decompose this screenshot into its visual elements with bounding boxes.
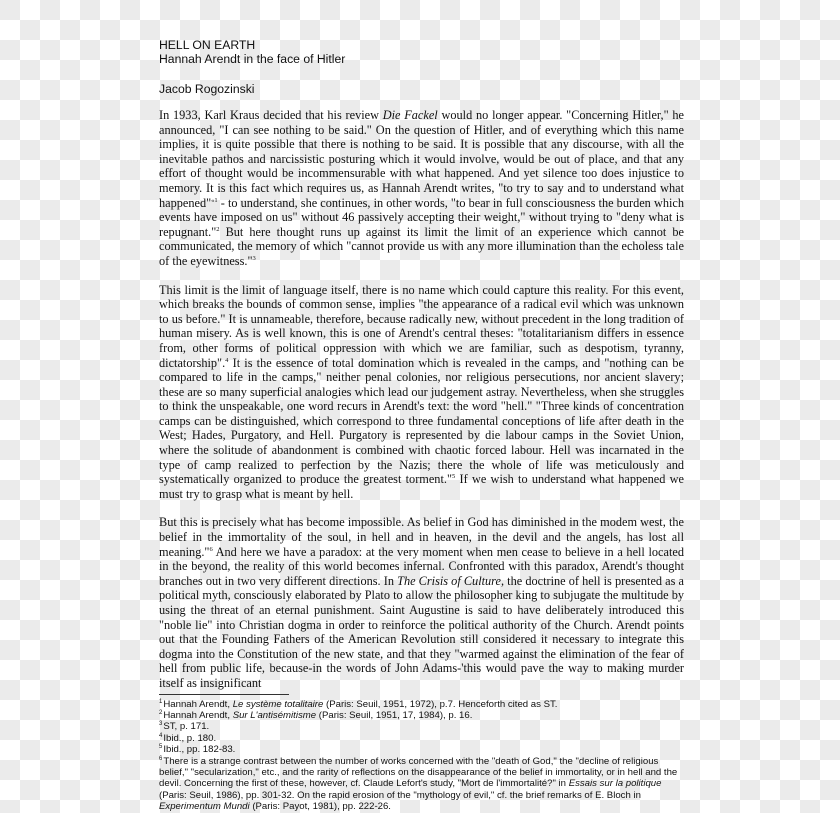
text-run: But here thought runs up against its limit the limit of an experience which cannot be communicated, the memory of which "cannot provide us with any more illumination than the echoless tale of the eyewitness." bbox=[159, 224, 684, 268]
text-run: Hannah Arendt, bbox=[163, 698, 233, 710]
italic-title: The Crisis of Culture, bbox=[397, 573, 505, 588]
document-title: HELL ON EARTH bbox=[159, 38, 256, 52]
footnote-reference: 2 bbox=[216, 225, 220, 233]
footnotes-list bbox=[159, 699, 684, 813]
italic-title: Sur L'antisémitisme bbox=[232, 709, 317, 721]
footnote-text bbox=[163, 733, 216, 744]
footnote-number: 3 bbox=[159, 721, 163, 728]
document-subtitle: Hannah Arendt in the face of Hitler bbox=[159, 52, 346, 66]
footnote-reference: «1 bbox=[211, 196, 218, 204]
footnote-number: 1 bbox=[159, 698, 163, 705]
text-run: Hannah Arendt, bbox=[163, 709, 233, 721]
paragraph bbox=[159, 283, 684, 502]
text-run: - to understand, she continues, in other words, "to bear in full consciousness the burden which events have imposed on us" without 46 passively accepting their weight," without trying to "deny what is repugnant." bbox=[159, 195, 684, 239]
footnote-reference: 3 bbox=[252, 254, 256, 262]
footnote-reference: 6 bbox=[209, 545, 213, 553]
footnote-reference: 4 bbox=[225, 356, 229, 364]
footnote bbox=[159, 733, 684, 744]
footnote-reference: 5 bbox=[451, 473, 456, 481]
paragraph bbox=[159, 515, 684, 690]
footnote-text bbox=[159, 756, 677, 813]
italic-title: Experimentum Mundi bbox=[159, 801, 250, 813]
footnote bbox=[159, 744, 684, 755]
footnote-text bbox=[163, 699, 557, 710]
text-run: In 1933, Karl Kraus decided that his review bbox=[159, 108, 383, 122]
italic-title: Die Fackel bbox=[382, 108, 438, 122]
footnote bbox=[159, 699, 684, 710]
footnote-text bbox=[163, 710, 472, 721]
text-run: This limit is the limit of language itself, there is no name which could capture this reality. For this event, which breaks the bounds of common sense, implies "the appearance of a radical evil which was unknown to us before." It is unnameable, therefore, because radically new, without precedent in the long tradition of human misery. As is well known, this is one of Arendt's central theses: "totalitarianism differs in essence from, other forms of political oppression with which we are familiar, such as despotism, tyranny, dictatorship". bbox=[159, 282, 684, 370]
footnote bbox=[159, 721, 684, 732]
text-run: Ibid., p. 180. bbox=[163, 732, 217, 744]
footnote-text bbox=[163, 721, 209, 732]
footnote-text bbox=[163, 744, 235, 755]
footnote-number: 5 bbox=[159, 744, 163, 751]
footnote-divider bbox=[159, 694, 289, 695]
text-run: And here we have a paradox: at the very moment when men cease to believe in a hell located in the beyond, the reality of this world becomes infernal. Confronted with this paradox, Arendt's thought branches out in two very different directions. In bbox=[159, 544, 684, 588]
text-run: the doctrine of hell is presented as a political myth, consciously elaborated by Plato to allow the philosopher king to subjugate the multitude by using the threat of an eternal punishment. Saint Augustine is said to have deliberately introduced this "noble lie" into Christian dogma in order to reinforce the political authority of the Church. Arendt points out that the Founding Fathers of the American Revolution still considered it necessary to integrate this dogma into the Constitution of the new state, and that they "warmed against the elimination of the fear of hell from public life, because-in the words of John Adams-'this would pave the way to making murder itself as insignificant bbox=[159, 573, 684, 690]
text-run: ST, p. 171. bbox=[163, 721, 210, 733]
text-run: It is the essence of total domination which is revealed in the camps, and "nothing can be compared to life in the camps," neither penal colonies, nor religious persecutions, nor ancient slavery; these are so many superficial analogies which lead our judgement astray. Nevertheless, when she struggles to think the unspeakable, one word recurs in Arendt's text: the word "hell." "Three kinds of concentration camps can be distinguished, which correspond to three fundamental conceptions of life after death in the West; Hades, Purgatory, and Hell. Purgatory is represented by die labour camps in the Soviet Union, where the solitude of abandonment is combined with chaotic forced labour. Hell was incarnated in the type of camp realized to perfection by the Nazis; there the whole of life was meticulously and systematically organized to produce the greatest torment." bbox=[159, 355, 684, 487]
document-page bbox=[159, 38, 684, 813]
text-run: (Paris: Seuil, 1951, 17, 1984), p. 16. bbox=[316, 709, 473, 721]
text-run: (Paris: Seuil, 1951, 1972), p.7. Henceforth cited as ST. bbox=[323, 698, 558, 710]
italic-title: Essais sur la politique bbox=[568, 778, 662, 790]
text-run: would no longer appear. "Concerning Hitler," he announced, "I can see nothing to be said." On the question of Hitler, and of everything which this name implies, it is quite possible that there is nothing to be said. It is possible that any discourse, with all the inevitable pathos and narcissistic posturing which it would involve, would be out of place, and that any effort of thought would be incommensurable with what happened. And yet silence too does injustice to memory. It is this fact which requires us, as Hannah Arendt writes, "to try to say and to understand what happened" bbox=[159, 108, 684, 210]
text-run: If we wish to understand what happened we must try to grasp what is meant by hell. bbox=[159, 472, 685, 501]
text-run: (Paris: Payot, 1981), pp. 222-26. bbox=[249, 801, 391, 813]
text-run: There is a strange contrast between the number of works concerned with the "death of God," the "decline of religious belief," "secularization," etc., and the rarity of reflections on the disappearance of the belief in immortality, or in hell and the devil. Concerning the first of these, however, cf. Claude Lefort's study, "Mort de l'immortalité?" in bbox=[159, 755, 678, 790]
footnote bbox=[159, 710, 684, 721]
footnote-number: 6 bbox=[159, 755, 163, 762]
text-run: Ibid., pp. 182-83. bbox=[163, 744, 236, 756]
footnote-number: 4 bbox=[159, 732, 163, 739]
text-run: But this is precisely what has become impossible. As belief in God has diminished in the modem west, the belief in the immortality of the soul, in hell and in heaven, in the devil and the angels, has lost all meaning." bbox=[159, 515, 684, 559]
italic-title: Le système totalitaire bbox=[232, 698, 324, 710]
footnote bbox=[159, 756, 684, 813]
paragraph bbox=[159, 108, 684, 269]
document-author: Jacob Rogozinski bbox=[159, 82, 255, 96]
text-run: (Paris: Seuil, 1986), pp. 301-32. On the rapid erosion of the "mythology of evil," cf. the brief remarks of E. Bloch in bbox=[159, 789, 641, 801]
footnote-number: 2 bbox=[159, 709, 163, 716]
